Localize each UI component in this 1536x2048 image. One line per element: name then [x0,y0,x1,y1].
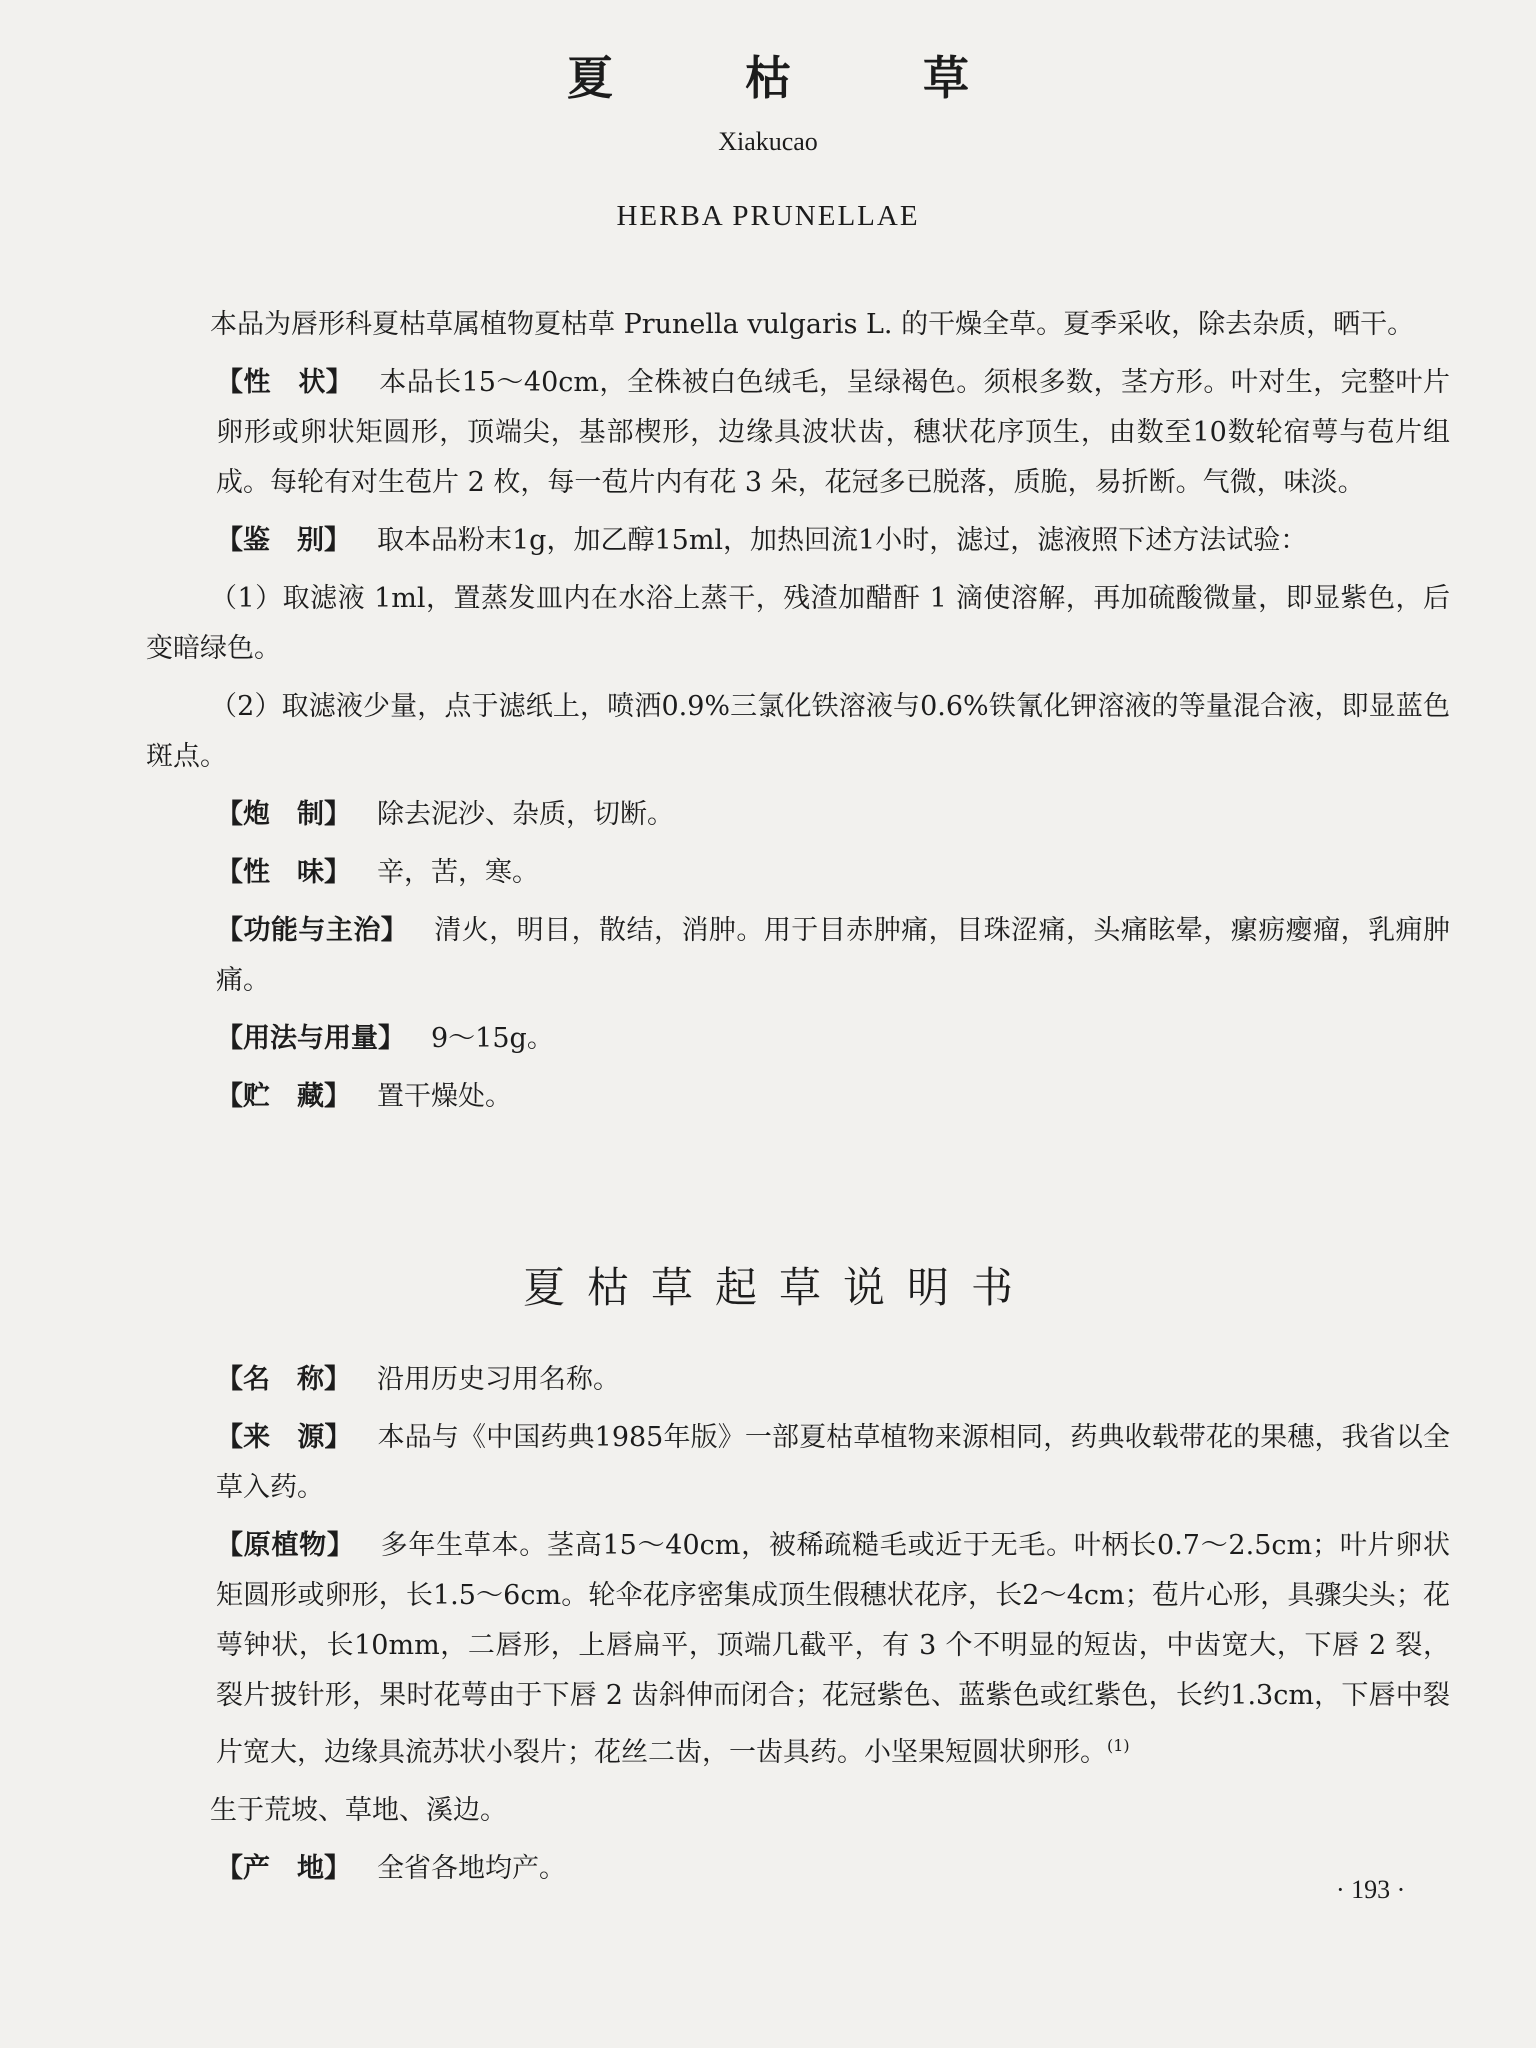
subtitle: 夏枯草起草说明书 [522,1263,1035,1312]
section-storage [146,1072,1450,1122]
reference-marker: (1) [1107,1736,1130,1755]
section-label: 【性 状】 [216,367,354,398]
habitat-paragraph: 生于荒坡、草地、溪边。 [210,1795,507,1826]
section-origin [146,1844,1450,1894]
section-label: 【用法与用量】 [216,1023,405,1054]
draft-notes-body [146,1355,1450,1902]
page-title: 夏 枯 草 [566,51,1028,105]
section-text: 本品与《中国药典1985年版》一部夏枯草植物来源相同，药典收载带花的果穗，我省以全草入药。 [216,1422,1451,1503]
section-text: 多年生草本。茎高15～40cm，被稀疏糙毛或近于无毛。叶柄长0.7～2.5cm；叶片卵状矩圆形或卵形，长1.5～6cm。轮伞花序密集成顶生假穗状花序，长2～4cm；苞片心形，具骤尖头；花萼钟状，长10mm，二唇形，上唇扁平，顶端几截平，有 3 个不明显的短齿，中齿宽大，下唇 2 裂，裂片披针形，果时花萼由于下唇 2 齿斜伸而闭合；花冠紫色、蓝紫色或红紫色，长约1.3cm，下唇中裂片宽大，边缘具流苏状小裂片；花丝二齿，一齿具药。小坚果短圆状卵形。 [216,1530,1451,1768]
section-label: 【炮 制】 [216,799,351,830]
section-label: 【贮 藏】 [216,1081,351,1112]
section-source [146,1413,1450,1513]
test-item-2: （2）取滤液少量，点于滤纸上，喷洒0.9%三氯化铁溶液与0.6%铁氰化钾溶液的等量混合液，即显蓝色斑点。 [146,691,1450,772]
section-label: 【原植物】 [216,1530,355,1561]
section-label: 【来 源】 [216,1422,352,1453]
intro-paragraph: 本品为唇形科夏枯草属植物夏枯草 Prunella vulgaris L. 的干燥全草。夏季采收，除去杂质，晒干。 [210,309,1415,340]
section-dosage [146,1014,1450,1064]
section-text: 全省各地均产。 [377,1853,566,1884]
section-label: 【产 地】 [216,1853,351,1884]
latin-name: HERBA PRUNELLAE [616,200,920,232]
section-text: 取本品粉末1g，加乙醇15ml，加热回流1小时，滤过，滤液照下述方法试验： [377,525,1308,556]
section-description [146,358,1450,508]
section-text: 9～15g。 [431,1023,554,1054]
section-label: 【功能与主治】 [216,915,409,946]
section-text: 除去泥沙、杂质，切断。 [377,799,674,830]
section-identification [146,516,1450,566]
section-processing [146,790,1450,840]
section-label: 【鉴 别】 [216,525,351,556]
section-name [146,1355,1450,1405]
section-text: 清火，明目，散结，消肿。用于目赤肿痛，目珠涩痛，头痛眩晕，瘰疬瘿瘤，乳痈肿痛。 [216,915,1451,996]
section-label: 【名 称】 [216,1364,351,1395]
section-function [146,906,1450,1006]
section-text: 本品长15～40cm，全株被白色绒毛，呈绿褐色。须根多数，茎方形。叶对生，完整叶片卵形或卵状矩圆形，顶端尖，基部楔形，边缘具波状齿，穗状花序顶生，由数至10数轮宿萼与苞片组成。每轮有对生苞片 2 枚，每一苞片内有花 3 朵，花冠多已脱落，质脆，易折断。气微，味淡。 [216,367,1450,498]
test-item-1: （1）取滤液 1ml，置蒸发皿内在水浴上蒸干，残渣加醋酐 1 滴使溶解，再加硫酸微量，即显紫色，后变暗绿色。 [146,583,1450,664]
page-number: · 193 · [1336,1875,1406,1904]
section-property [146,848,1450,898]
monograph-body [146,300,1450,1130]
section-text: 置干燥处。 [377,1081,512,1112]
section-text: 沿用历史习用名称。 [377,1364,620,1395]
section-text: 辛，苦，寒。 [377,857,539,888]
pinyin-name: Xiakucao [718,127,818,156]
section-label: 【性 味】 [216,857,351,888]
section-original-plant [146,1521,1450,1778]
